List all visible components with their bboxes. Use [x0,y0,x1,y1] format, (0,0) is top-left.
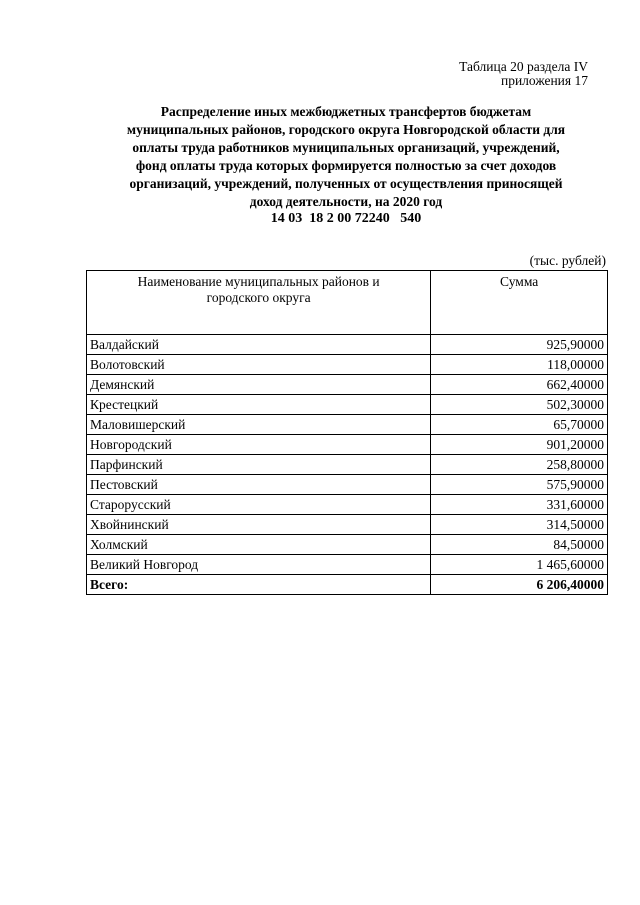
title-line-3: оплаты труда работников муниципальных организаций, учреждений, [132,140,560,155]
distribution-table [86,270,608,595]
header-name [87,271,431,335]
table-row [87,435,608,455]
table-row [87,395,608,415]
row-name: Демянский [87,375,431,395]
table-row [87,355,608,375]
row-sum: 1 465,60000 [431,555,608,575]
row-name: Великий Новгород [87,555,431,575]
table-row [87,495,608,515]
table-row [87,475,608,495]
row-name: Холмский [87,535,431,555]
row-name: Новгородский [87,435,431,455]
title-line-4: фонд оплаты труда которых формируется полностью за счет доходов [135,158,557,173]
row-name: Пестовский [87,475,431,495]
table-row [87,335,608,355]
document-title [86,103,606,211]
reference-line-2: приложения 17 [500,73,588,88]
row-sum: 901,20000 [431,435,608,455]
row-sum: 502,30000 [431,395,608,415]
total-label: Всего: [87,575,431,595]
row-sum: 662,40000 [431,375,608,395]
row-name: Маловишерский [87,415,431,435]
table-row [87,455,608,475]
table-row [87,415,608,435]
header-name-line-1: Наименование муниципальных районов и [137,274,380,289]
row-sum: 314,50000 [431,515,608,535]
row-name: Крестецкий [87,395,431,415]
header-sum: Сумма [431,271,608,335]
row-sum: 258,80000 [431,455,608,475]
table-row [87,375,608,395]
row-sum: 925,90000 [431,335,608,355]
title-line-6: доход деятельности, на 2020 год [249,194,443,209]
row-sum: 331,60000 [431,495,608,515]
row-sum: 118,00000 [431,355,608,375]
table-header-row [87,271,608,335]
table-row [87,515,608,535]
title-line-5: организаций, учреждений, полученных от осуществления приносящей [129,176,563,191]
header-name-line-2: городского округа [206,290,311,305]
row-sum: 65,70000 [431,415,608,435]
table-row [87,555,608,575]
title-line-1: Распределение иных межбюджетных трансфертов бюджетам [160,104,532,119]
title-line-2: муниципальных районов, городского округа Новгородской области для [126,122,566,137]
table-reference [459,60,588,88]
row-name: Волотовский [87,355,431,375]
row-name: Парфинский [87,455,431,475]
row-sum: 84,50000 [431,535,608,555]
units-label: (тыс. рублей) [529,253,606,268]
budget-classification-code: 14 03 18 2 00 72240 540 [270,211,422,226]
row-sum: 575,90000 [431,475,608,495]
table-total-row [87,575,608,595]
total-sum: 6 206,40000 [431,575,608,595]
row-name: Старорусский [87,495,431,515]
row-name: Валдайский [87,335,431,355]
reference-line-1: Таблица 20 раздела IV [459,59,588,74]
table-row [87,535,608,555]
row-name: Хвойнинский [87,515,431,535]
